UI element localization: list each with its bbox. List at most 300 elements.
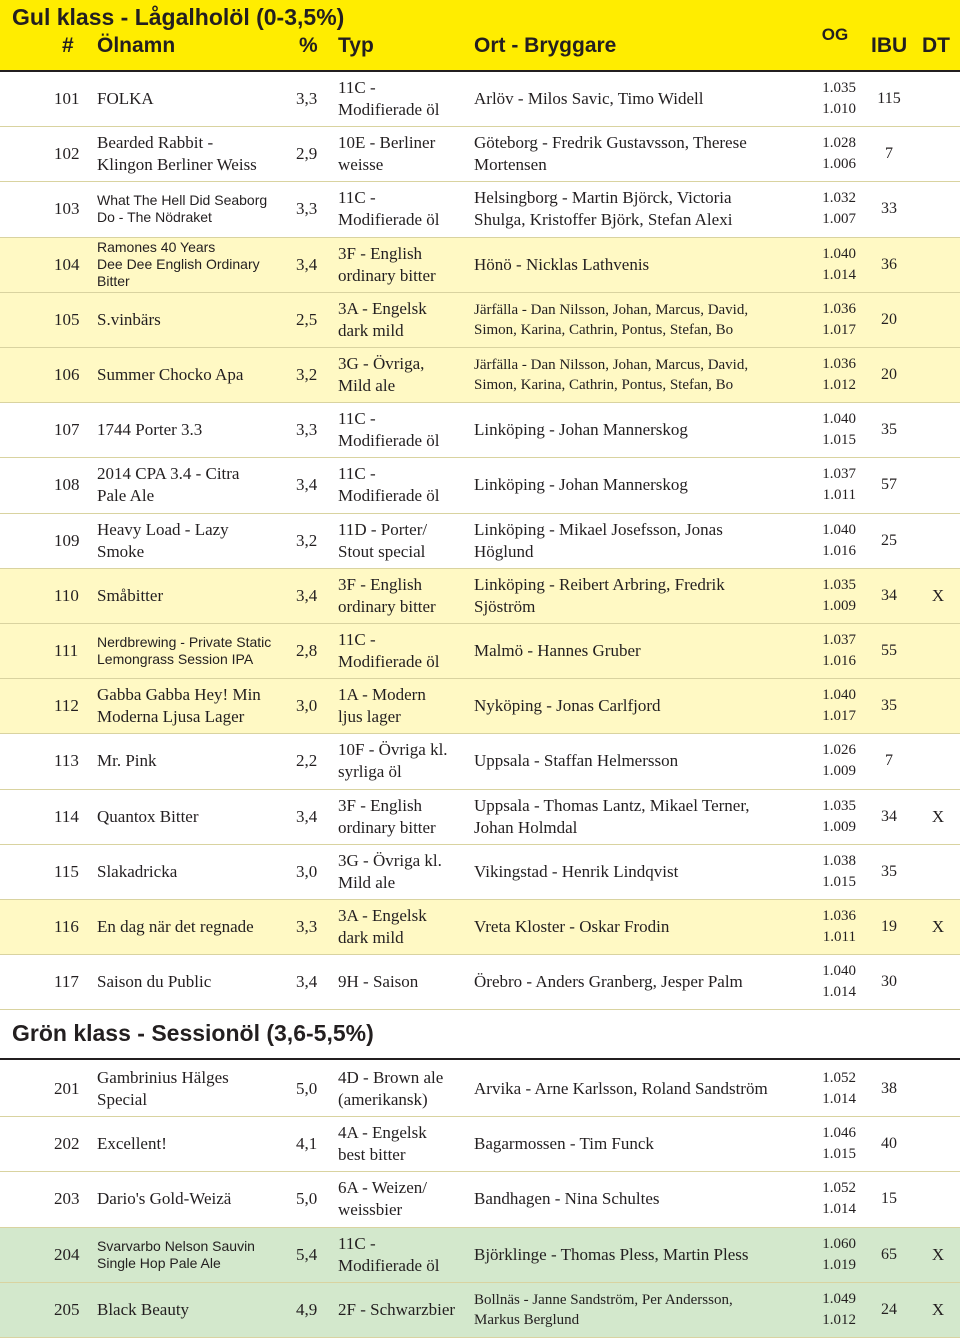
original-gravity: 1.037 [822, 466, 856, 483]
abv-percent: 2,9 [296, 144, 318, 164]
ibu-value: 57 [881, 476, 897, 494]
dt-mark [928, 348, 948, 402]
ibu-value: 35 [881, 862, 897, 880]
brewer-line: Uppsala - Thomas Lantz, Mikael Terner, [474, 795, 750, 815]
dt-mark [928, 1117, 948, 1171]
beer-type-line: Modifierade öl [338, 431, 440, 451]
beer-type-line: dark mild [338, 928, 404, 947]
original-gravity: 1.036 [822, 908, 856, 924]
beer-number: 204 [54, 1244, 80, 1264]
brewer-line: Linköping - Johan Mannerskog [474, 420, 688, 440]
brewer-line: Hönö - Nicklas Lathvenis [474, 254, 650, 274]
brewer-line: Göteborg - Fredrik Gustavsson, Therese [474, 133, 747, 153]
beer-name [97, 403, 292, 457]
ibu-value: 7 [885, 752, 893, 770]
beer-number: 110 [54, 585, 79, 605]
abv-percent: 3,3 [296, 89, 318, 108]
ibu-value: 55 [881, 642, 897, 659]
beer-number: 114 [54, 806, 79, 826]
table-row [0, 182, 960, 236]
table-row [0, 569, 960, 623]
beer-type-line: 11C - [338, 188, 376, 208]
beer-type-line: 11C - [338, 464, 376, 484]
gravity [814, 734, 856, 788]
dt-mark: X [931, 1299, 945, 1319]
gravity [814, 1117, 856, 1171]
dt-mark [928, 458, 948, 512]
beer-name-line: Excellent! [97, 1134, 167, 1154]
ibu-value: 30 [881, 973, 897, 991]
table-row [0, 1062, 960, 1116]
gravity [814, 514, 856, 568]
brewer-location [474, 1283, 804, 1337]
brewer-location [474, 238, 804, 292]
original-gravity: 1.036 [822, 300, 856, 317]
beer-type-line: 3A - Engelsk [338, 906, 427, 925]
table-row [0, 955, 960, 1009]
brewer-line: Uppsala - Staffan Helmersson [474, 751, 679, 771]
beer-name [97, 514, 292, 568]
beer-name-line: Quantox Bitter [97, 806, 199, 826]
beer-name-line: Svarvarbo Nelson Sauvin [97, 1237, 255, 1254]
dt-mark: X [931, 917, 945, 936]
beer-name-line: Småbitter [97, 585, 164, 605]
brewer-location [474, 348, 804, 402]
table-row [0, 790, 960, 844]
section-title-gul: Gul klass - Lågalholöl (0-3,5%) [12, 4, 345, 30]
dt-mark [928, 1172, 948, 1226]
beer-name [97, 238, 292, 292]
ibu-value: 65 [881, 1245, 897, 1263]
col-header-pct: % [299, 34, 318, 57]
original-gravity: 1.040 [822, 963, 856, 980]
beer-type-line: Modifierade öl [338, 652, 440, 671]
original-gravity: 1.035 [822, 576, 856, 593]
brewer-location [474, 955, 804, 1009]
beer-number: 106 [54, 365, 80, 384]
beer-name-line: Single Hop Pale Ale [97, 1254, 221, 1271]
final-gravity: 1.014 [822, 984, 856, 1001]
table-row [0, 679, 960, 733]
gravity [814, 72, 856, 126]
col-header-ibu: IBU [871, 34, 908, 57]
beer-name [97, 569, 292, 623]
brewer-location [474, 127, 804, 181]
beer-type [338, 900, 468, 954]
beer-name-line: En dag när det regnade [97, 917, 254, 936]
beer-type [338, 1283, 468, 1337]
brewer-line: Linköping - Reibert Arbring, Fredrik [474, 574, 725, 594]
gravity [814, 1172, 856, 1226]
beer-type [338, 955, 468, 1009]
gravity [814, 955, 856, 1009]
beer-name-line: FOLKA [97, 89, 154, 108]
gravity [814, 293, 856, 347]
final-gravity: 1.014 [822, 1201, 856, 1218]
beer-name [97, 348, 292, 402]
final-gravity: 1.015 [822, 873, 856, 890]
final-gravity: 1.017 [822, 708, 856, 725]
abv-percent: 3,0 [296, 861, 318, 881]
beer-name-line: Heavy Load - Lazy [97, 519, 229, 539]
beer-number: 201 [54, 1079, 80, 1098]
original-gravity: 1.046 [822, 1125, 856, 1142]
abv-percent: 3,4 [296, 585, 318, 605]
beer-name-line: Pale Ale [97, 486, 155, 506]
ibu-value: 36 [881, 255, 897, 273]
beer-type [338, 1062, 468, 1116]
beer-number: 116 [54, 917, 79, 936]
section-title-gron: Grön klass - Sessionöl (3,6-5,5%) [12, 1020, 374, 1046]
brewer-line: Vreta Kloster - Oskar Frodin [474, 917, 670, 936]
beer-name-line: Slakadricka [97, 861, 178, 881]
abv-percent: 3,4 [296, 806, 318, 826]
gravity [814, 790, 856, 844]
abv-percent: 3,3 [296, 199, 318, 219]
beer-type-line: ljus lager [338, 707, 401, 727]
beer-type-line: 3A - Engelsk [338, 298, 427, 318]
table-row [0, 403, 960, 457]
beer-type [338, 458, 468, 512]
final-gravity: 1.009 [822, 763, 856, 780]
ibu-value: 24 [881, 1300, 897, 1318]
beer-type-line: 3F - English [338, 574, 423, 594]
ibu-value: 7 [885, 145, 893, 163]
brewer-line: Simon, Karina, Cathrin, Pontus, Stefan, Bo [474, 377, 734, 393]
beer-name-line: Do - The Nödraket [97, 209, 212, 226]
table-row [0, 293, 960, 347]
beer-name-line: Saison du Public [97, 972, 212, 992]
beer-type-line: 3G - Övriga, [338, 354, 425, 373]
dt-mark: X [931, 1244, 945, 1264]
dt-mark: X [931, 806, 945, 826]
brewer-line: Vikingstad - Henrik Lindqvist [474, 861, 679, 881]
original-gravity: 1.040 [822, 245, 856, 262]
beer-number: 102 [54, 144, 80, 164]
gravity [814, 624, 856, 678]
beer-type-line: 3G - Övriga kl. [338, 850, 442, 870]
col-header-og-fg [810, 26, 860, 44]
beer-name-line: Smoke [97, 541, 145, 561]
col-header-dt: DT [922, 34, 950, 57]
ibu-value: 34 [881, 586, 897, 604]
dt-mark [928, 624, 948, 678]
beer-type-line: (amerikansk) [338, 1090, 428, 1109]
brewer-line: Johan Holmdal [474, 817, 578, 837]
beer-name-line: 1744 Porter 3.3 [97, 420, 203, 440]
table-row [0, 1172, 960, 1226]
dt-mark [928, 734, 948, 788]
beer-type [338, 182, 468, 236]
brewer-location [474, 845, 804, 899]
table-row [0, 72, 960, 126]
beer-type-line: 11C - [338, 1233, 376, 1253]
brewer-line: Shulga, Kristoffer Björk, Stefan Alexi [474, 210, 733, 230]
beer-name [97, 458, 292, 512]
ibu-value: 20 [881, 366, 897, 383]
beer-type-line: dark mild [338, 320, 404, 340]
dt-mark [928, 293, 948, 347]
gravity [814, 458, 856, 512]
beer-name-line: Klingon Berliner Weiss [97, 155, 257, 175]
dt-mark [928, 514, 948, 568]
beer-type-line: Modifierade öl [338, 486, 440, 506]
beer-name-line: Summer Chocko Apa [97, 365, 244, 384]
brewer-location [474, 624, 804, 678]
beer-number: 109 [54, 530, 80, 550]
brewer-line: Markus Berglund [474, 1311, 580, 1328]
abv-percent: 3,2 [296, 530, 318, 550]
beer-name-line: What The Hell Did Seaborg [97, 192, 268, 209]
beer-type [338, 734, 468, 788]
brewer-location [474, 790, 804, 844]
gravity [814, 900, 856, 954]
table-row [0, 1117, 960, 1171]
gravity [814, 569, 856, 623]
brewer-line: Linköping - Johan Mannerskog [474, 475, 688, 495]
original-gravity: 1.049 [822, 1290, 856, 1307]
beer-type-line: 10F - Övriga kl. [338, 740, 448, 760]
original-gravity: 1.032 [822, 190, 856, 207]
dt-mark [928, 1062, 948, 1116]
dt-mark [928, 845, 948, 899]
brewer-location [474, 458, 804, 512]
brewer-line: Höglund [474, 541, 534, 561]
gravity [814, 845, 856, 899]
beer-name [97, 734, 292, 788]
original-gravity: 1.040 [822, 687, 856, 704]
beer-type [338, 238, 468, 292]
beer-name [97, 1062, 292, 1116]
beer-name [97, 790, 292, 844]
abv-percent: 3,4 [296, 254, 318, 274]
col-header-place: Ort - Bryggare [474, 34, 617, 57]
beer-number: 202 [54, 1134, 80, 1154]
beer-name-line: S.vinbärs [97, 309, 161, 329]
gravity [814, 1228, 856, 1282]
beer-type-line: 11D - Porter/ [338, 519, 428, 539]
beer-name [97, 900, 292, 954]
dt-mark [928, 182, 948, 236]
beer-name-line: Moderna Ljusa Lager [97, 707, 245, 727]
beer-number: 111 [54, 641, 79, 660]
table-row [0, 624, 960, 678]
beer-type-line: ordinary bitter [338, 817, 436, 837]
brewer-location [474, 734, 804, 788]
beer-type-line: 3F - English [338, 795, 423, 815]
table-row [0, 1228, 960, 1282]
gravity [814, 1062, 856, 1116]
beer-name [97, 72, 292, 126]
beer-name [97, 1172, 292, 1226]
beer-name [97, 293, 292, 347]
beer-type-line: 3F - English [338, 243, 423, 263]
beer-type-line: Stout special [338, 541, 426, 561]
brewer-location [474, 182, 804, 236]
beer-name-line: 2014 CPA 3.4 - Citra [97, 464, 240, 484]
brewer-location [474, 1172, 804, 1226]
beer-name-line: Special [97, 1090, 148, 1109]
beer-type-line: weissbier [338, 1200, 403, 1220]
beer-name-line: Gambrinius Hälges [97, 1068, 229, 1087]
brewer-location [474, 72, 804, 126]
beer-type-line: 2F - Schwarzbier [338, 1299, 456, 1319]
col-header-name: Ölnamn [97, 34, 176, 57]
ibu-value: 19 [881, 918, 897, 935]
beer-type [338, 72, 468, 126]
abv-percent: 3,3 [296, 420, 318, 440]
beer-name [97, 1228, 292, 1282]
beer-number: 104 [54, 254, 80, 274]
beer-name-line: Ramones 40 Years [97, 239, 216, 256]
gravity [814, 403, 856, 457]
beer-type [338, 845, 468, 899]
beer-type [338, 569, 468, 623]
beer-name [97, 127, 292, 181]
beer-name-line: Dario's Gold-Weizä [97, 1189, 232, 1209]
beer-name-line: Dee Dee English Ordinary [97, 256, 260, 273]
ibu-value: 33 [881, 200, 897, 218]
col-header-og: OG [821, 25, 849, 44]
beer-type-line: 11C - [338, 409, 376, 429]
gravity [814, 238, 856, 292]
final-gravity: 1.006 [822, 156, 856, 173]
table-row [0, 734, 960, 788]
brewer-line: Nyköping - Jonas Carlfjord [474, 696, 661, 716]
brewer-line: Järfälla - Dan Nilsson, Johan, Marcus, David, [474, 357, 749, 373]
beer-type-line: Modifierade öl [338, 100, 440, 119]
final-gravity: 1.016 [822, 653, 856, 669]
final-gravity: 1.019 [822, 1256, 856, 1273]
original-gravity: 1.052 [822, 1070, 856, 1086]
original-gravity: 1.060 [822, 1235, 856, 1252]
final-gravity: 1.015 [822, 1146, 856, 1163]
beer-type [338, 293, 468, 347]
beer-type-line: ordinary bitter [338, 596, 436, 616]
final-gravity: 1.012 [822, 377, 856, 393]
beer-type [338, 1117, 468, 1171]
beer-number: 205 [54, 1299, 80, 1319]
final-gravity: 1.012 [822, 1311, 856, 1328]
beer-name-line: Gabba Gabba Hey! Min [97, 685, 261, 705]
final-gravity: 1.011 [822, 487, 856, 504]
beer-number: 105 [54, 309, 80, 329]
beer-type-line: 11C - [338, 78, 376, 97]
beer-type-line: ordinary bitter [338, 265, 436, 285]
final-gravity: 1.016 [822, 542, 856, 559]
beer-number: 103 [54, 199, 80, 219]
dt-mark [928, 72, 948, 126]
beer-type [338, 348, 468, 402]
beer-name-line: Bearded Rabbit - [97, 133, 214, 153]
beer-name-line: Mr. Pink [97, 751, 157, 771]
table-row [0, 1283, 960, 1337]
brewer-line: Malmö - Hannes Gruber [474, 641, 641, 660]
beer-type [338, 790, 468, 844]
brewer-line: Järfälla - Dan Nilsson, Johan, Marcus, David, [474, 301, 749, 318]
ibu-value: 40 [881, 1135, 897, 1153]
dt-mark [928, 238, 948, 292]
gravity [814, 127, 856, 181]
row-divider [0, 1009, 960, 1010]
abv-percent: 4,9 [296, 1299, 318, 1319]
beer-number: 112 [54, 696, 79, 716]
gravity [814, 679, 856, 733]
beer-type-line: Modifierade öl [338, 1255, 440, 1275]
brewer-line: Bollnäs - Janne Sandström, Per Andersson, [474, 1291, 733, 1308]
final-gravity: 1.007 [822, 211, 856, 228]
original-gravity: 1.035 [822, 80, 856, 96]
section-divider [0, 1058, 960, 1060]
beer-name [97, 624, 292, 678]
brewer-location [474, 514, 804, 568]
beer-number: 203 [54, 1189, 80, 1209]
table-row [0, 845, 960, 899]
ibu-value: 38 [881, 1080, 897, 1097]
ibu-value: 35 [881, 697, 897, 715]
final-gravity: 1.010 [822, 101, 856, 117]
ibu-value: 34 [881, 807, 897, 825]
abv-percent: 4,1 [296, 1134, 318, 1154]
beer-type-line: 1A - Modern [338, 685, 426, 705]
beer-number: 101 [54, 89, 80, 108]
brewer-line: Bandhagen - Nina Schultes [474, 1189, 660, 1209]
brewer-location [474, 1228, 804, 1282]
brewer-line: Mortensen [474, 155, 547, 175]
beer-name [97, 1283, 292, 1337]
beer-type [338, 1228, 468, 1282]
abv-percent: 3,3 [296, 917, 318, 936]
brewer-line: Arlöv - Milos Savic, Timo Widell [474, 89, 704, 108]
beer-name [97, 182, 292, 236]
beer-name-line: Black Beauty [97, 1299, 190, 1319]
beer-name-line: Lemongrass Session IPA [97, 651, 254, 667]
final-gravity: 1.011 [822, 929, 856, 945]
brewer-line: Bagarmossen - Tim Funck [474, 1134, 654, 1154]
beer-type-line: Mild ale [338, 872, 396, 892]
beer-type-line: Mild ale [338, 376, 396, 395]
beer-type [338, 1172, 468, 1226]
ibu-value: 25 [881, 531, 897, 549]
beer-type-line: 10E - Berliner [338, 133, 436, 153]
brewer-line: Sjöström [474, 596, 536, 616]
table-row [0, 900, 960, 954]
final-gravity: 1.009 [822, 597, 856, 614]
col-header-num: # [62, 34, 74, 57]
brewer-location [474, 1062, 804, 1116]
final-gravity: 1.014 [822, 1091, 856, 1107]
brewer-line: Linköping - Mikael Josefsson, Jonas [474, 519, 723, 539]
beer-type-line: syrliga öl [338, 762, 402, 782]
original-gravity: 1.026 [822, 742, 856, 759]
beer-name-line: Nerdbrewing - Private Static [97, 634, 272, 650]
beer-name [97, 679, 292, 733]
dt-mark [928, 127, 948, 181]
beer-type-line: 4D - Brown ale [338, 1068, 444, 1087]
abv-percent: 3,0 [296, 696, 318, 716]
gravity [814, 348, 856, 402]
col-header-type: Typ [338, 34, 374, 57]
beer-type [338, 127, 468, 181]
gravity [814, 182, 856, 236]
beer-name [97, 1117, 292, 1171]
brewer-location [474, 679, 804, 733]
abv-percent: 2,2 [296, 751, 318, 771]
abv-percent: 5,0 [296, 1079, 318, 1098]
ibu-value: 20 [881, 310, 897, 328]
beer-type-line: weisse [338, 155, 384, 175]
beer-type-line: 4A - Engelsk [338, 1123, 427, 1143]
